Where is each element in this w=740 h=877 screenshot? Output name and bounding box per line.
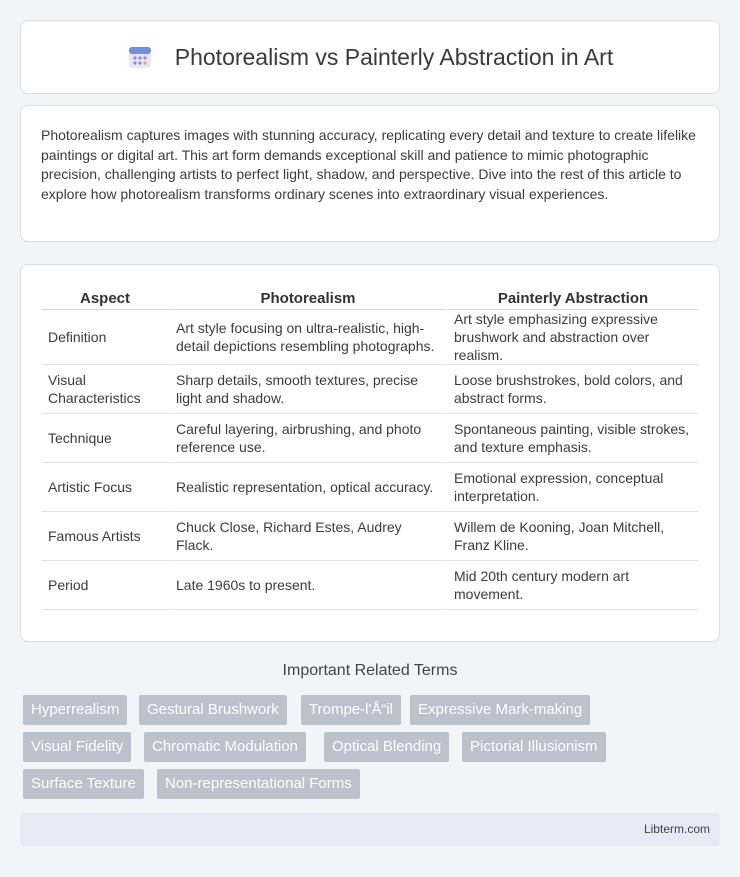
table-row: [42, 365, 698, 414]
tag-pictorial-illusionism[interactable]: Pictorial Illusionism: [462, 732, 606, 762]
tag-expressive-mark-making[interactable]: Expressive Mark-making: [410, 695, 590, 725]
footer-site-link[interactable]: Libterm.com: [643, 822, 710, 836]
tag-trompe-loeil[interactable]: Trompe-l'Å“il: [301, 695, 401, 725]
table-row: [42, 512, 698, 561]
table-cell: Artistic Focus: [42, 463, 168, 512]
table-row: [42, 310, 698, 365]
table-row: [42, 561, 698, 610]
title-card: [20, 20, 720, 94]
table-cell: Emotional expression, conceptual interpretation.: [446, 463, 698, 512]
table-row: [42, 463, 698, 512]
table-cell: Art style focusing on ultra-realistic, high-detail depictions resembling photographs.: [168, 310, 446, 365]
table-cell: Sharp details, smooth textures, precise light and shadow.: [168, 365, 446, 414]
tag-gestural-brushwork[interactable]: Gestural Brushwork: [139, 695, 287, 725]
intro-card: [20, 105, 720, 242]
header-painterly-abstraction: Painterly Abstraction: [446, 287, 698, 310]
table-cell: Late 1960s to present.: [168, 561, 446, 610]
table-cell: Willem de Kooning, Joan Mitchell, Franz Kline.: [446, 512, 698, 561]
table-row: [42, 414, 698, 463]
table-cell: Chuck Close, Richard Estes, Audrey Flack.: [168, 512, 446, 561]
table-cell: Careful layering, airbrushing, and photo reference use.: [168, 414, 446, 463]
table-cell: Technique: [42, 414, 168, 463]
tag-chromatic-modulation[interactable]: Chromatic Modulation: [144, 732, 306, 762]
footer: [20, 813, 720, 846]
comparison-table-card: [20, 264, 720, 642]
table-cell: Famous Artists: [42, 512, 168, 561]
table-cell: Period: [42, 561, 168, 610]
calendar-icon: [127, 44, 153, 70]
tag-surface-texture[interactable]: Surface Texture: [23, 769, 144, 799]
table-cell: Realistic representation, optical accuracy.: [168, 463, 446, 512]
tag-visual-fidelity[interactable]: Visual Fidelity: [23, 732, 131, 762]
table-cell: Spontaneous painting, visible strokes, and texture emphasis.: [446, 414, 698, 463]
related-terms-heading: Important Related Terms: [282, 662, 458, 679]
table-cell: Definition: [42, 310, 168, 365]
table-cell: Art style emphasizing expressive brushwork and abstraction over realism.: [446, 310, 698, 365]
table-header-row: [42, 287, 698, 310]
intro-paragraph: Photorealism captures images with stunning accuracy, replicating every detail and texture to create lifelike paintings or digital art. This art form demands exceptional skill and patience to mimic photographic precision, challenging artists to perfect light, shadow, and perspective. Dive into the rest of this article to explore how photorealism transforms ordinary scenes into extraordinary visual experiences.: [41, 127, 696, 202]
header-photorealism: Photorealism: [168, 287, 446, 310]
table-cell: Loose brushstrokes, bold colors, and abstract forms.: [446, 365, 698, 414]
page-title: Photorealism vs Painterly Abstraction in Art: [174, 43, 614, 70]
tag-hyperrealism[interactable]: Hyperrealism: [23, 695, 127, 725]
table-cell: Mid 20th century modern art movement.: [446, 561, 698, 610]
header-aspect: Aspect: [42, 287, 168, 310]
comparison-table: [42, 287, 698, 610]
table-cell: Visual Characteristics: [42, 365, 168, 414]
tag-optical-blending[interactable]: Optical Blending: [324, 732, 449, 762]
tag-non-representational-forms[interactable]: Non-representational Forms: [157, 769, 360, 799]
